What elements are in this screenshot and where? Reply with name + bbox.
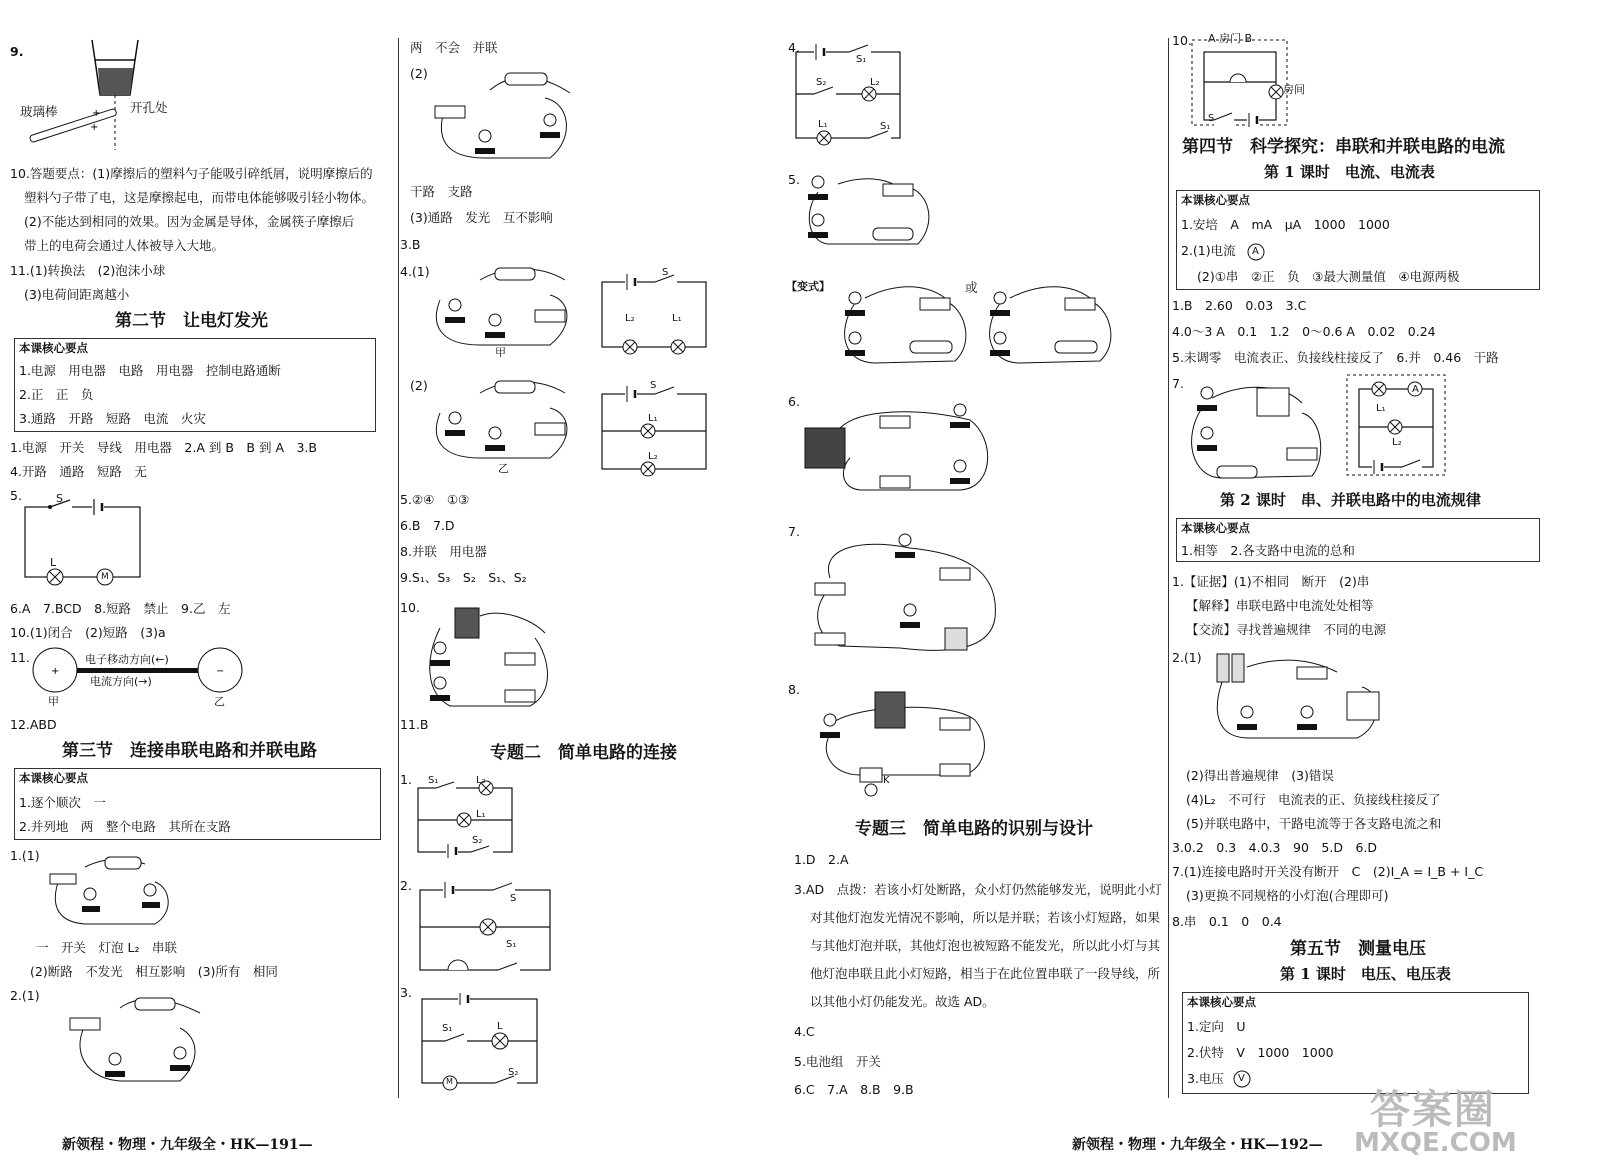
circuit-label: S (650, 380, 657, 391)
circuit-label: L₁ (1376, 403, 1386, 414)
topic-title: 专题二 简单电路的连接 (490, 743, 677, 763)
answer-text: 3.AD 点拨：若该小灯处断路，众小灯仍然能够发光，说明此小灯 (794, 882, 1162, 897)
answer-text: 7. (1172, 376, 1184, 391)
left-page (0, 0, 780, 1173)
q9-hole-label: 开孔处 (130, 100, 168, 115)
answer-text: (3)通路 发光 互不影响 (410, 210, 553, 225)
answer-text: 4.(1) (400, 264, 430, 279)
answer-text: 2. (400, 878, 412, 893)
answer-text: 与其他灯泡并联，其他灯泡也被短路不能发光，所以此小灯与其 (810, 938, 1161, 953)
answer-text: 他灯泡串联且此小灯短路，相当于在此位置串联了一段导线，所 (810, 966, 1161, 981)
answer-text: 1.【证据】(1)不相同 断开 (2)串 (1172, 574, 1370, 589)
answer-text: 7. (788, 524, 800, 539)
diagram-label: 甲 (495, 346, 506, 359)
c4-circuit-jia (430, 265, 580, 350)
box-title: 本课核心要点 (19, 341, 88, 355)
circuit-label: S₂ (508, 1067, 519, 1078)
circuit-label: L₁ (648, 413, 658, 424)
box-line: (2)①串 ②正 负 ③最大测量值 ④电源两极 (1197, 269, 1460, 284)
circuit-label: L₂ (476, 775, 486, 786)
circuit-label: K (883, 775, 890, 786)
answer-text: (2) (410, 66, 428, 81)
box-title: 本课核心要点 (1181, 193, 1250, 207)
answer-text: (3)更换不同规格的小灯泡(合理即可) (1186, 888, 1389, 903)
e5-circuit (798, 172, 938, 252)
answer-text: 3.B (400, 237, 421, 252)
answer-text: 5.电池组 开关 (794, 1054, 881, 1069)
answer-text: 8.串 0.1 0 0.4 (1172, 914, 1282, 929)
answer-text: 10. (400, 600, 420, 615)
answer-text: 1. (400, 772, 412, 787)
circuit-label: S₂ (816, 77, 827, 88)
answer-text: 带上的电荷会通过人体被导入大地。 (24, 238, 225, 253)
watermark-en: MXQE.COM (1354, 1128, 1517, 1158)
box-line: 3.通路 开路 短路 电流 火灾 (19, 411, 206, 426)
g10-schematic (1192, 40, 1292, 130)
answer-text: (2)得出普遍规律 (3)错误 (1186, 768, 1334, 783)
diagram-label: 甲 (48, 695, 59, 708)
circuit-label: L₂ (870, 77, 880, 88)
meter-label: V (1238, 1073, 1245, 1084)
circuit-label: L₂ (625, 313, 635, 324)
c4-circuit-yi (430, 378, 580, 463)
circuit-label: S (56, 492, 63, 505)
c2-circuit (430, 68, 580, 168)
box-line: 1.逐个顺次 一 (19, 795, 106, 810)
answer-text: 5.未调零 电流表正、负接线柱接反了 6.并 0.46 干路 (1172, 350, 1499, 365)
h7-circuit (1182, 378, 1332, 483)
answer-text: 10. (1172, 33, 1192, 48)
diagram-label: A 房门 B (1208, 32, 1253, 45)
answer-text: 10.(1)闭合 (2)短路 (3)a (10, 625, 166, 640)
svg-text:+: + (92, 108, 101, 119)
circuit-label: M (446, 1077, 453, 1086)
variant-label: 【变式】 (786, 280, 830, 293)
key-points-box (1176, 190, 1540, 290)
svg-text:+: + (51, 666, 60, 677)
circuit-label: S (662, 267, 669, 278)
answer-text: 对其他灯泡发光情况不影响，所以是并联；若该小灯短路，如果 (810, 910, 1161, 925)
circuit-label: L₁ (818, 119, 828, 130)
box-title: 本课核心要点 (1181, 521, 1250, 535)
answer-text: 11.(1)转换法 (2)泡沫小球 (10, 263, 166, 278)
diagram-label: 电流方向(→) (90, 675, 152, 688)
box-line: 3.电压 (1187, 1071, 1224, 1086)
answer-text: 11. (10, 650, 30, 665)
answer-text: 或 (965, 280, 978, 295)
column-divider (398, 38, 399, 1098)
diagram-label: 房间 (1283, 83, 1305, 96)
circuit-label: L₁ (672, 313, 682, 324)
b1-circuit (45, 852, 175, 932)
c4-schematic-1 (600, 272, 710, 352)
answer-text: (4)L₂ 不可行 电流表的正、负接线柱接反了 (1186, 792, 1441, 807)
answer-text: 10.答题要点：(1)摩擦后的塑料勺子能吸引碎纸屑，说明摩擦后的 (10, 166, 373, 181)
answer-text: 1.D 2.A (794, 852, 849, 867)
answer-text: (3)电荷间距离越小 (24, 287, 130, 302)
answer-text: 6.B 7.D (400, 518, 455, 533)
answer-text: (2)断路 不发光 相互影响 (3)所有 相同 (30, 964, 278, 979)
answer-text: 4.开路 通路 短路 无 (10, 464, 147, 479)
section-title: 第五节 测量电压 (1290, 939, 1426, 959)
answer-text: 【解释】串联电路中电流处处相等 (1186, 598, 1374, 613)
box-line: 2.(1)电流 (1181, 243, 1236, 258)
box-line: 1.定向 U (1187, 1019, 1246, 1034)
answer-text: 11.B (400, 717, 429, 732)
box-line: 2.并列地 两 整个电路 其所在支路 (19, 819, 231, 834)
answer-text: 9.S₁、S₃ S₂ S₁、S₂ (400, 570, 527, 585)
svg-text:+: + (90, 122, 99, 133)
answer-text: (2) (410, 378, 428, 393)
circuit-label: S₂ (472, 835, 483, 846)
d2-schematic (418, 882, 553, 972)
answer-text: 5.②④ ①③ (400, 492, 470, 507)
circuit-label: M (101, 572, 109, 582)
q5-circuit (20, 495, 150, 590)
topic-title: 专题三 简单电路的识别与设计 (855, 819, 1093, 839)
c10-circuit (420, 598, 560, 710)
answer-text: 1.电源 开关 导线 用电器 2.A 到 B B 到 A 3.B (10, 440, 318, 455)
circuit-label: L₂ (1392, 437, 1402, 448)
key-points-box (14, 768, 381, 840)
variant-circuit-1 (835, 283, 975, 368)
answer-text: 一 开关 灯泡 L₂ 串联 (36, 940, 177, 955)
circuit-label: L (50, 556, 57, 569)
e7-circuit (800, 528, 1000, 656)
e8-circuit (800, 690, 990, 800)
d3-schematic (420, 993, 540, 1088)
variant-circuit-2 (980, 283, 1115, 368)
svg-text:−: − (216, 666, 225, 677)
lesson-title: 第 2 课时 串、并联电路中的电流规律 (1220, 491, 1481, 509)
q9-label: 9. (10, 44, 24, 59)
q9-diagram (20, 40, 200, 150)
meter-label: A (1252, 246, 1259, 257)
answer-text: 4. (788, 40, 800, 55)
box-line: 1.电源 用电器 电路 用电器 控制电路通断 (19, 363, 281, 378)
diagram-label: 乙 (498, 462, 509, 475)
answer-text: 2.(1) (1172, 650, 1202, 665)
box-line: 2.正 正 负 (19, 387, 94, 402)
circuit-label: L₂ (648, 451, 658, 462)
circuit-label: S (510, 893, 517, 904)
answer-text: 1.B 2.60 0.03 3.C (1172, 298, 1307, 313)
answer-text: 两 不会 并联 (410, 40, 498, 55)
q9-rod-label: 玻璃棒 (20, 104, 58, 119)
i2-circuit (1207, 652, 1387, 744)
answer-text: 2.(1) (10, 988, 40, 1003)
key-points-box (14, 338, 376, 432)
answer-text: (2)不能达到相同的效果。因为金属是导体，金属筷子摩擦后 (24, 214, 355, 229)
page-footer-right: 新领程・物理・九年级全・HK—192— (1072, 1137, 1323, 1153)
circuit-label: L (497, 1021, 503, 1032)
section-title: 第二节 让电灯发光 (115, 311, 268, 331)
circuit-label: S₁ (880, 121, 891, 132)
circuit-label: L₁ (476, 809, 486, 820)
box-line: 1.相等 2.各支路中电流的总和 (1181, 543, 1355, 558)
answer-text: 6.A 7.BCD 8.短路 禁止 9.乙 左 (10, 601, 231, 616)
meter-label: A (1412, 384, 1419, 395)
right-page (780, 0, 1600, 1173)
box-line: 1.安培 A mA μA 1000 1000 (1181, 217, 1390, 232)
e6-circuit (800, 398, 1000, 498)
answer-text: 塑料勺子带了电，这是摩擦起电，而带电体能够吸引轻小物体。 (24, 190, 375, 205)
answer-text: 4.0～3 A 0.1 1.2 0～0.6 A 0.02 0.24 (1172, 324, 1436, 339)
answer-text: 3. (400, 985, 412, 1000)
answer-text: 干路 支路 (410, 184, 473, 199)
box-title: 本课核心要点 (1187, 995, 1256, 1009)
answer-text: 1.(1) (10, 848, 40, 863)
b2-circuit (60, 993, 210, 1088)
watermark-cn: 答案圈 (1370, 1087, 1496, 1133)
answer-text: 5. (788, 172, 800, 187)
answer-text: 【交流】寻找普遍规律 不同的电源 (1186, 622, 1387, 637)
diagram-label: 乙 (214, 695, 225, 708)
answer-text: 8.并联 用电器 (400, 544, 487, 559)
answer-text: 8. (788, 682, 800, 697)
d1-schematic (416, 780, 516, 855)
column-divider (1168, 38, 1169, 1098)
circuit-label: S₁ (506, 939, 517, 950)
answer-text: 3.0.2 0.3 4.0.3 90 5.D 6.D (1172, 840, 1377, 855)
circuit-label: S₁ (428, 775, 439, 786)
answer-text: 6.C 7.A 8.B 9.B (794, 1082, 914, 1097)
answer-text: 5. (10, 488, 22, 503)
key-points-box (1176, 518, 1540, 562)
h7-schematic (1347, 375, 1447, 477)
answer-text: (5)并联电路中，干路电流等于各支路电流之和 (1186, 816, 1442, 831)
answer-text: 7.(1)连接电路时开关没有断开 C (2)I_A = I_B + I_C (1172, 864, 1484, 879)
section-title: 第三节 连接串联电路和并联电路 (62, 741, 317, 761)
diagram-label: 电子移动方向(←) (85, 653, 169, 666)
answer-text: 6. (788, 394, 800, 409)
page-footer-left: 新领程・物理・九年级全・HK—191— (62, 1137, 313, 1153)
answer-text: 以其他小灯仍能发光。故选 AD。 (810, 994, 995, 1009)
section-title: 第四节 科学探究：串联和并联电路的电流 (1182, 137, 1505, 157)
lesson-title: 第 1 课时 电流、电流表 (1264, 163, 1435, 181)
circuit-label: S₁ (442, 1023, 453, 1034)
circuit-label: S (1208, 113, 1215, 124)
answer-text: 4.C (794, 1024, 815, 1039)
circuit-label: S₁ (856, 54, 867, 65)
lesson-title: 第 1 课时 电压、电压表 (1280, 965, 1451, 983)
box-line: 2.伏特 V 1000 1000 (1187, 1045, 1334, 1060)
box-title: 本课核心要点 (19, 771, 88, 785)
answer-text: 12.ABD (10, 717, 57, 732)
